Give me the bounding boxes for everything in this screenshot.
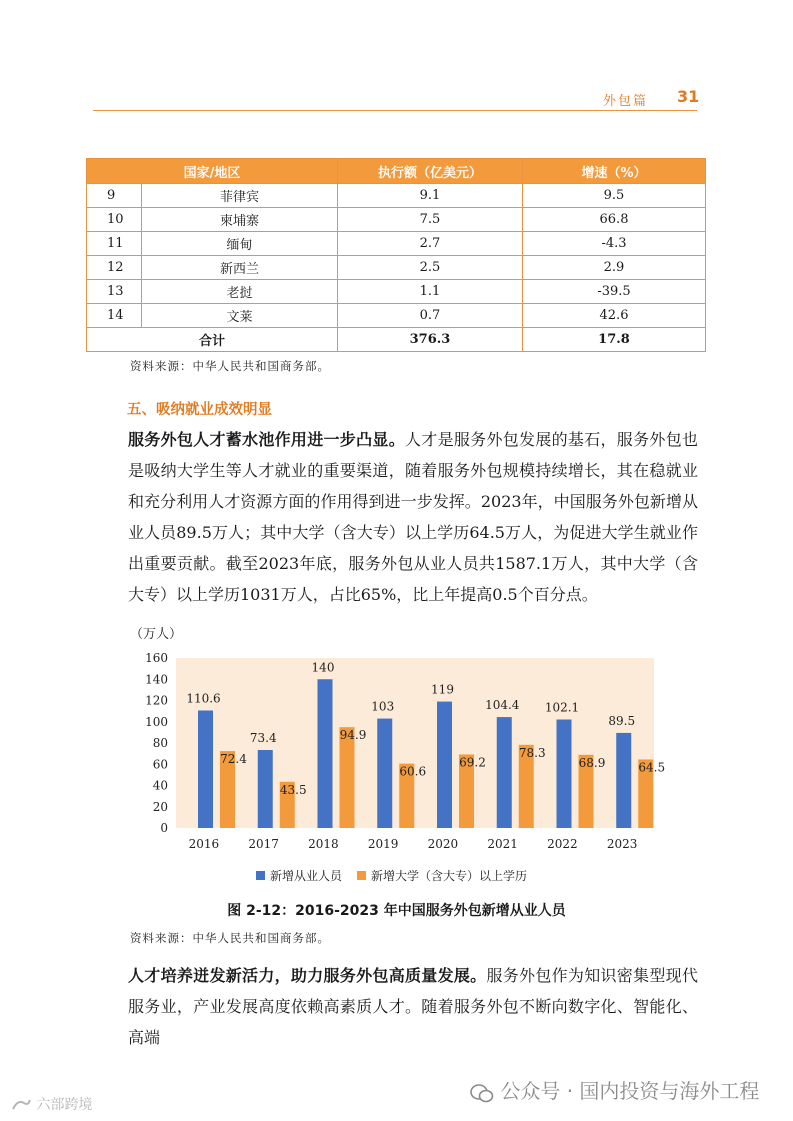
country-table <box>86 158 706 352</box>
table-row <box>87 208 706 232</box>
table-row <box>87 184 706 208</box>
y-tick-label: 100 <box>145 714 168 729</box>
x-tick-label: 2016 <box>188 837 220 851</box>
table-total-growth: 17.8 <box>523 328 706 352</box>
legend-label: 新增大学（含大专）以上学历 <box>371 869 528 883</box>
watermark-text: 公众号 · 国内投资与海外工程 <box>500 1079 760 1103</box>
x-axis <box>189 837 638 851</box>
table-header-growth: 增速（%） <box>523 159 706 184</box>
bar-data-label: 43.5 <box>279 782 307 797</box>
wechat-watermark <box>470 1075 759 1104</box>
employment-bar-chart <box>120 620 680 892</box>
table-cell-growth: 66.8 <box>523 208 706 232</box>
table-cell-growth: 2.9 <box>523 256 706 280</box>
table-total-row <box>87 328 706 352</box>
table-row <box>87 256 706 280</box>
table-cell-rank: 12 <box>87 256 142 280</box>
chart-source-note: 资料来源：中华人民共和国商务部。 <box>130 931 330 945</box>
bar-new-employees <box>437 702 452 828</box>
x-tick-label: 2022 <box>547 837 578 851</box>
page-number: 31 <box>677 87 700 106</box>
y-tick-label: 120 <box>145 693 168 708</box>
watermark-brand-text: 六部跨境 <box>36 1097 93 1113</box>
y-tick-label: 20 <box>152 799 168 814</box>
bar-data-label: 94.9 <box>339 728 367 743</box>
paragraph-lead: 人才培养迸发新活力，助力服务外包高质量发展。 <box>128 966 487 985</box>
bar-new-employees <box>258 750 273 828</box>
table-cell-growth: -39.5 <box>523 280 706 304</box>
table-cell-country: 新西兰 <box>142 256 338 280</box>
bar-data-label: 140 <box>311 660 335 675</box>
table-cell-growth: 9.5 <box>523 184 706 208</box>
table-cell-rank: 10 <box>87 208 142 232</box>
bar-data-label: 102.1 <box>544 700 580 715</box>
bar-data-label: 73.4 <box>249 731 277 746</box>
table-row <box>87 304 706 328</box>
bar-data-label: 119 <box>431 682 454 697</box>
x-tick-label: 2019 <box>367 837 399 851</box>
brand-watermark <box>10 1094 92 1114</box>
bar-data-label: 89.5 <box>608 713 636 728</box>
table-cell-growth: -4.3 <box>523 232 706 256</box>
x-tick-label: 2018 <box>308 837 339 851</box>
header-section-title: 外包篇 <box>603 94 649 109</box>
header-divider <box>93 110 697 111</box>
table-row <box>87 280 706 304</box>
table-cell-country: 菲律宾 <box>142 184 338 208</box>
table-cell-amount: 9.1 <box>338 184 523 208</box>
legend-swatch <box>357 871 366 880</box>
table-cell-amount: 2.7 <box>338 232 523 256</box>
bar-new-employees <box>198 710 213 828</box>
table-cell-country: 缅甸 <box>142 232 338 256</box>
x-tick-label: 2023 <box>606 837 638 851</box>
table-cell-rank: 13 <box>87 280 142 304</box>
table-cell-growth: 42.6 <box>523 304 706 328</box>
bar-data-label: 104.4 <box>485 698 520 713</box>
bar-new-employees <box>318 679 333 828</box>
table-cell-amount: 2.5 <box>338 256 523 280</box>
table-cell-rank: 9 <box>87 184 142 208</box>
bar-data-label: 103 <box>371 699 395 714</box>
x-tick-label: 2020 <box>427 837 459 851</box>
bar-new-employees <box>616 733 631 828</box>
y-tick-label: 0 <box>160 821 168 835</box>
y-tick-label: 80 <box>152 736 168 750</box>
bar-data-label: 78.3 <box>518 745 546 760</box>
section-heading: 五、吸纳就业成效明显 <box>127 402 272 418</box>
table-cell-amount: 0.7 <box>338 304 523 328</box>
bar-data-label: 69.2 <box>459 755 486 770</box>
legend-label: 新增从业人员 <box>270 869 343 883</box>
body-paragraph-2 <box>128 960 698 1053</box>
table-cell-country: 柬埔寨 <box>142 208 338 232</box>
bar-data-label: 64.5 <box>638 760 666 775</box>
body-paragraph-1 <box>128 424 698 610</box>
table-cell-amount: 7.5 <box>338 208 523 232</box>
y-tick-label: 40 <box>152 778 168 793</box>
table-cell-rank: 11 <box>87 232 142 256</box>
table-header-row <box>87 159 706 184</box>
y-tick-label: 160 <box>145 651 168 665</box>
table-total-label: 合计 <box>87 328 338 352</box>
table-total-amount: 376.3 <box>338 328 523 352</box>
table-source-note: 资料来源：中华人民共和国商务部。 <box>130 359 330 373</box>
table-cell-country: 老挝 <box>142 280 338 304</box>
paragraph-text: 服务外包作为知识密集型现代服务业，产业发展高度依赖高素质人才。随着服务外包不断向数字化、智能化、高端 <box>128 966 698 1047</box>
figure-caption: 图 2-12：2016-2023 年中国服务外包新增从业人员 <box>227 903 566 919</box>
bar-data-label: 68.9 <box>578 755 606 770</box>
wechat-icon <box>470 1083 494 1103</box>
bar-new-graduates <box>340 727 355 828</box>
x-tick-label: 2017 <box>248 837 279 851</box>
paragraph-text: 人才是服务外包发展的基石，服务外包也是吸纳大学生等人才就业的重要渠道，随着服务外包规模持续增长，其在稳就业和充分利用人才资源方面的作用得到进一步发挥。2023年，中国服务外包新增从业人员89.5万人；其中大学（含大专）以上学历64.5万人，为促进大学生就业作出重要贡献。截至2023年底，服务外包从业人员共1587.1万人，其中大学（含大专）以上学历1031万人，占比65%，比上年提高0.5个百分点。 <box>128 430 698 604</box>
table-cell-rank: 14 <box>87 304 142 328</box>
y-tick-label: 140 <box>145 672 168 687</box>
y-tick-label: 60 <box>152 757 168 772</box>
bar-data-label: 72.4 <box>220 752 247 767</box>
table-row <box>87 232 706 256</box>
brand-logo-icon <box>10 1097 32 1113</box>
bar-data-label: 60.6 <box>399 764 427 779</box>
y-axis <box>145 651 168 835</box>
chart-legend <box>256 868 527 883</box>
bar-new-employees <box>377 719 392 828</box>
table-cell-amount: 1.1 <box>338 280 523 304</box>
paragraph-lead: 服务外包人才蓄水池作用进一步凸显。 <box>128 430 405 449</box>
x-tick-label: 2021 <box>487 837 518 851</box>
bar-new-employees <box>557 720 572 828</box>
chart-unit-label: （万人） <box>130 627 183 642</box>
table-header-country: 国家/地区 <box>87 159 338 184</box>
bar-data-label: 110.6 <box>186 691 221 706</box>
bar-new-employees <box>497 717 512 828</box>
table-header-amount: 执行额（亿美元） <box>338 159 523 184</box>
table-cell-country: 文莱 <box>142 304 338 328</box>
legend-swatch <box>256 871 265 880</box>
